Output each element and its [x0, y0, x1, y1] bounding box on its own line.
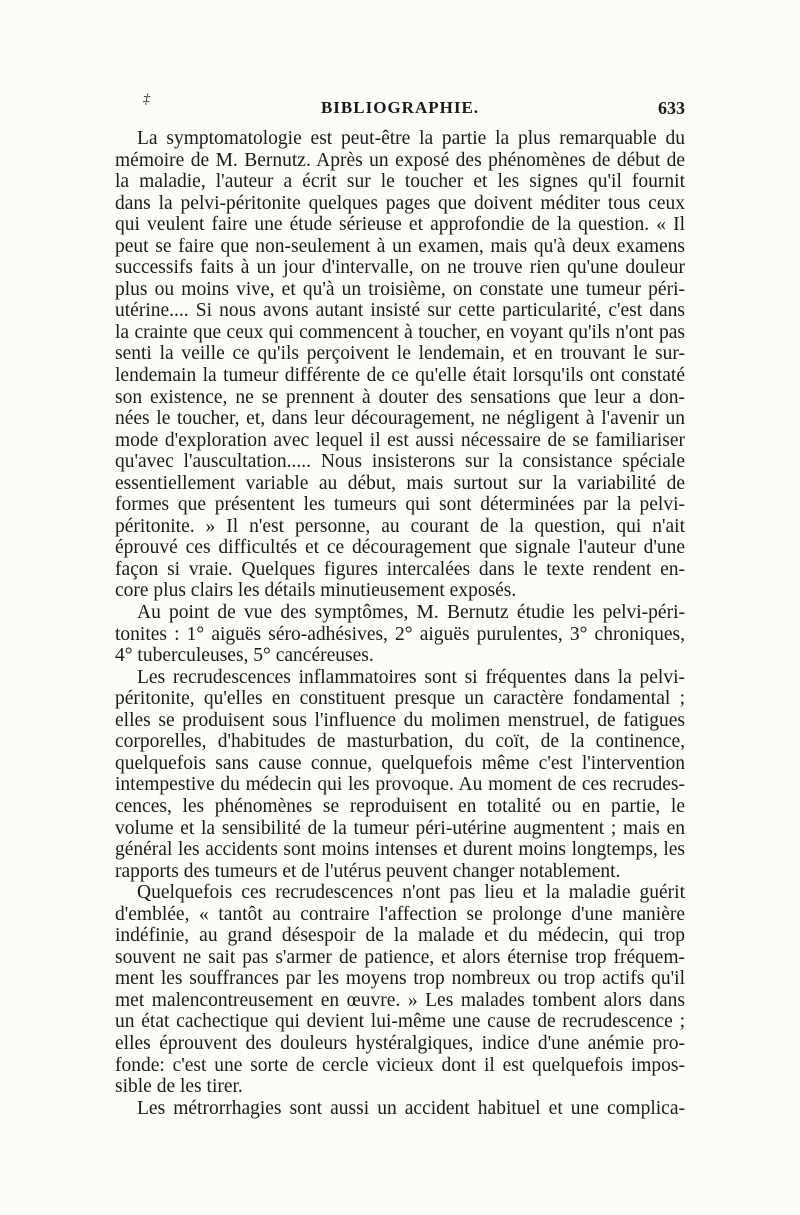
text-line: dans la pelvi-péritonite quelques pages que doivent méditer tous ceux [115, 192, 685, 214]
text-line: nées le toucher, et, dans leur découragement, ne négligent à l'avenir un [115, 408, 685, 430]
text-line: péritonite. » Il n'est personne, au courant de la question, qui n'ait [115, 515, 685, 537]
text-line: souvent ne sait pas s'armer de patience, et alors éternise trop fréquem- [115, 946, 685, 968]
text-line: Les recrudescences inflammatoires sont si fréquentes dans la pelvi- [137, 666, 685, 688]
running-header [115, 92, 685, 124]
text-line: successifs faits à un jour d'intervalle, on ne trouve rien qu'une douleur [115, 257, 685, 279]
text-line: Quelquefois ces recrudescences n'ont pas lieu et la maladie guérit [137, 882, 685, 904]
text-line: elles se produisent sous l'influence du molimen menstruel, de fatigues [115, 709, 685, 731]
text-line: éprouvé ces difficultés et ce découragement que signale l'auteur d'une [115, 537, 685, 559]
text-line: qu'avec l'auscultation..... Nous insisterons sur la consistance spéciale [115, 451, 685, 473]
text-line: plus ou moins vive, et qu'à un troisième, on constate une tumeur péri- [115, 278, 685, 300]
text-line: core plus clairs les détails minutieusement exposés. [115, 580, 517, 602]
text-line: senti la veille ce qu'ils perçoivent le lendemain, et en trouvant le sur- [115, 343, 685, 365]
text-line: La symptomatologie est peut-être la partie la plus remarquable du [137, 128, 685, 149]
running-title: BIBLIOGRAPHIE. [320, 98, 480, 117]
text-line: d'emblée, « tantôt au contraire l'affection se prolonge d'une manière [115, 903, 685, 925]
text-line: utérine.... Si nous avons autant insisté sur cette particularité, c'est dans [115, 300, 685, 322]
text-line: formes que présentent les tumeurs qui sont déterminées par la pelvi- [115, 494, 685, 516]
text-line: général les accidents sont moins intenses et durent moins longtemps, les [115, 839, 685, 861]
text-line: met malencontreusement en œuvre. » Les malades tombent alors dans [115, 989, 685, 1011]
text-line: sible de les tirer. [115, 1076, 243, 1098]
text-line: elles éprouvent des douleurs hystéralgiques, indice d'une anémie pro- [115, 1032, 685, 1054]
text-line: rapports des tumeurs et de l'utérus peuvent changer notablement. [115, 860, 621, 882]
text-line: mode d'exploration avec lequel il est aussi nécessaire de se familiariser [115, 429, 685, 451]
text-line: 4° tuberculeuses, 5° cancéreuses. [115, 645, 374, 667]
text-line: ment les souffrances par les moyens trop nombreux ou trop actifs qu'il [115, 968, 685, 990]
text-line: lendemain la tumeur différente de ce qu'elle était lorsqu'ils ont constaté [115, 365, 685, 387]
text-line: corporelles, d'habitudes de masturbation, du coït, de la continence, [115, 731, 685, 753]
text-line: essentiellement variable au début, mais surtout sur la variabilité de [115, 472, 685, 494]
text-line: mémoire de M. Bernutz. Après un exposé des phénomènes de début de [115, 149, 685, 171]
text-line: façon si vraie. Quelques figures intercalées dans le texte rendent en- [115, 558, 685, 580]
text-line: péritonite, qu'elles en constituent presque un caractère fondamental ; [115, 688, 685, 710]
text-line: Au point de vue des symptômes, M. Bernutz étudie les pelvi-péri- [137, 602, 685, 624]
text-line: indéfinie, au grand désespoir de la malade et du médecin, qui trop [115, 925, 685, 947]
text-line: quelquefois sans cause connue, quelquefois même c'est l'intervention [115, 752, 685, 774]
text-line: tonites : 1° aiguës séro-adhésives, 2° aiguës purulentes, 3° chroniques, [115, 623, 685, 645]
printer-mark: ‡ [143, 92, 150, 107]
text-line: la crainte que ceux qui commencent à toucher, en voyant qu'ils n'ont pas [115, 321, 685, 343]
page-number: 633 [658, 98, 685, 118]
text-line: fonde: c'est une sorte de cercle vicieux dont il est quelquefois impos- [115, 1054, 685, 1076]
text-line: volume et la sensibilité de la tumeur péri-utérine augmentent ; mais en [115, 817, 685, 839]
text-line: peut se faire que non-seulement à un examen, mais qu'à deux examens [115, 235, 685, 257]
text-line: un état cachectique qui devient lui-même une cause de recrudescence ; [115, 1011, 685, 1033]
text-line: Les métrorrhagies sont aussi un accident habituel et une complica- [137, 1097, 685, 1119]
text-line: intempestive du médecin qui les provoque. Au moment de ces recrudes- [115, 774, 685, 796]
text-line: la maladie, l'auteur a écrit sur le toucher et les signes qu'il fournit [115, 171, 685, 193]
text-line: qui veulent faire une étude sérieuse et approfondie de la question. « Il [115, 214, 685, 236]
body-text [115, 128, 685, 1119]
text-line: cences, les phénomènes se reproduisent en totalité ou en partie, le [115, 795, 685, 817]
text-line: son existence, ne se prennent à douter des sensations que leur a don- [115, 386, 685, 408]
